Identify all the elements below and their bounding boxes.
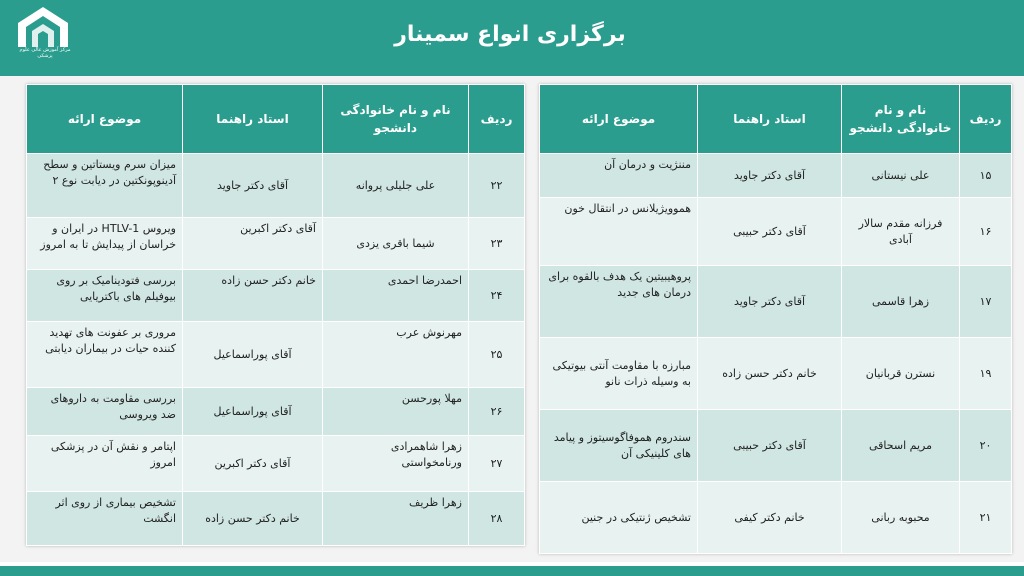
student-name: مهرنوش عرب [323,322,469,388]
presentation-topic: میزان سرم ویستاتین و سطح آدینوپونکتین در دیابت نوع ۲ [27,154,183,218]
table-row [27,436,525,492]
advisor-name: آقای دکتر اکبرین [183,436,323,492]
advisor-name: خانم دکتر حسن زاده [698,338,842,410]
advisor-name: خانم دکتر کیفی [698,482,842,554]
presentation-topic: تشخیص ژنتیکی در جنین [540,482,698,554]
table-row [540,154,1012,198]
header-bar [0,0,1024,76]
header-topic: موضوع ارائه [27,85,183,154]
row-number: ۲۲ [469,154,525,218]
table-row [27,492,525,546]
advisor-name: آقای دکتر حبیبی [698,198,842,266]
header-student-name: نام و نام خانوادگی دانشجو [842,85,960,154]
advisor-name: آقای دکتر جاوید [183,154,323,218]
row-number: ۲۴ [469,270,525,322]
student-name: مریم اسحاقی [842,410,960,482]
table-row [540,198,1012,266]
table-row [540,410,1012,482]
presentation-topic: سندروم هموفاگوسیتوز و پیامد های کلینیکی آن [540,410,698,482]
row-number: ۲۶ [469,388,525,436]
row-number: ۲۳ [469,218,525,270]
institution-logo [12,3,74,73]
student-name: علی نیستانی [842,154,960,198]
table-header-row [27,85,525,154]
header-row-number: ردیف [469,85,525,154]
student-name: فرزانه مقدم سالار آبادی [842,198,960,266]
advisor-name: آقای پوراسماعیل [183,322,323,388]
presentation-topic: مننژیت و درمان آن [540,154,698,198]
table-row [27,322,525,388]
student-name: مهلا پورحسن [323,388,469,436]
row-number: ۱۶ [960,198,1012,266]
advisor-name: آقای دکتر جاوید [698,154,842,198]
presentation-topic: بررسی مقاومت به داروهای ضد ویروسی [27,388,183,436]
student-name: احمدرضا احمدی [323,270,469,322]
student-name: زهرا قاسمی [842,266,960,338]
presentation-topic: ویروس HTLV-1 در ایران و خراسان از پیدایش تا به امروز [27,218,183,270]
student-name: زهرا شاهمرادی ورنامخواستی [323,436,469,492]
row-number: ۲۸ [469,492,525,546]
row-number: ۱۹ [960,338,1012,410]
header-advisor: استاد راهنما [183,85,323,154]
student-name: نسترن قربانیان [842,338,960,410]
row-number: ۱۵ [960,154,1012,198]
advisor-name: خانم دکتر حسن زاده [183,492,323,546]
seminar-table-right [539,84,1012,554]
student-name: شیما باقری یزدی [323,218,469,270]
seminar-table-left [26,84,525,546]
row-number: ۱۷ [960,266,1012,338]
table-row [540,338,1012,410]
footer-bar [0,566,1024,576]
presentation-topic: بررسی فتودینامیک بر روی بیوفیلم های باکتریایی [27,270,183,322]
header-student-name: نام و نام خانوادگی دانشجو [323,85,469,154]
row-number: ۲۵ [469,322,525,388]
slide-title: برگزاری انواع سمینار [394,22,626,47]
student-name: علی جلیلی پروانه [323,154,469,218]
header-topic: موضوع ارائه [540,85,698,154]
table-row [27,154,525,218]
presentation-topic: پروهیبیتین یک هدف بالقوه برای درمان های جدید [540,266,698,338]
header-advisor: استاد راهنما [698,85,842,154]
presentation-topic: اپتامر و نقش آن در پزشکی امروز [27,436,183,492]
table-header-row [540,85,1012,154]
row-number: ۲۷ [469,436,525,492]
table-row [27,388,525,436]
advisor-name: آقای پوراسماعیل [183,388,323,436]
student-name: زهرا ظریف [323,492,469,546]
table-row [27,218,525,270]
presentation-topic: مروری بر عفونت های تهدید کننده حیات در بیماران دیابتی [27,322,183,388]
row-number: ۲۰ [960,410,1012,482]
table-row [540,266,1012,338]
student-name: محبوبه ربانی [842,482,960,554]
advisor-name: آقای دکتر حبیبی [698,410,842,482]
advisor-name: آقای دکتر اکبرین [183,218,323,270]
table-row [540,482,1012,554]
presentation-topic: هموویژیلانس در انتقال خون [540,198,698,266]
row-number: ۲۱ [960,482,1012,554]
presentation-topic: مبارزه با مقاومت آنتی بیوتیکی به وسیله ذرات نانو [540,338,698,410]
advisor-name: خانم دکتر حسن زاده [183,270,323,322]
logo-caption: مرکز آموزش عالی علوم پزشکی [19,47,71,59]
presentation-topic: تشخیص بیماری از روی اثر انگشت [27,492,183,546]
header-row-number: ردیف [960,85,1012,154]
table-row [27,270,525,322]
advisor-name: آقای دکتر جاوید [698,266,842,338]
